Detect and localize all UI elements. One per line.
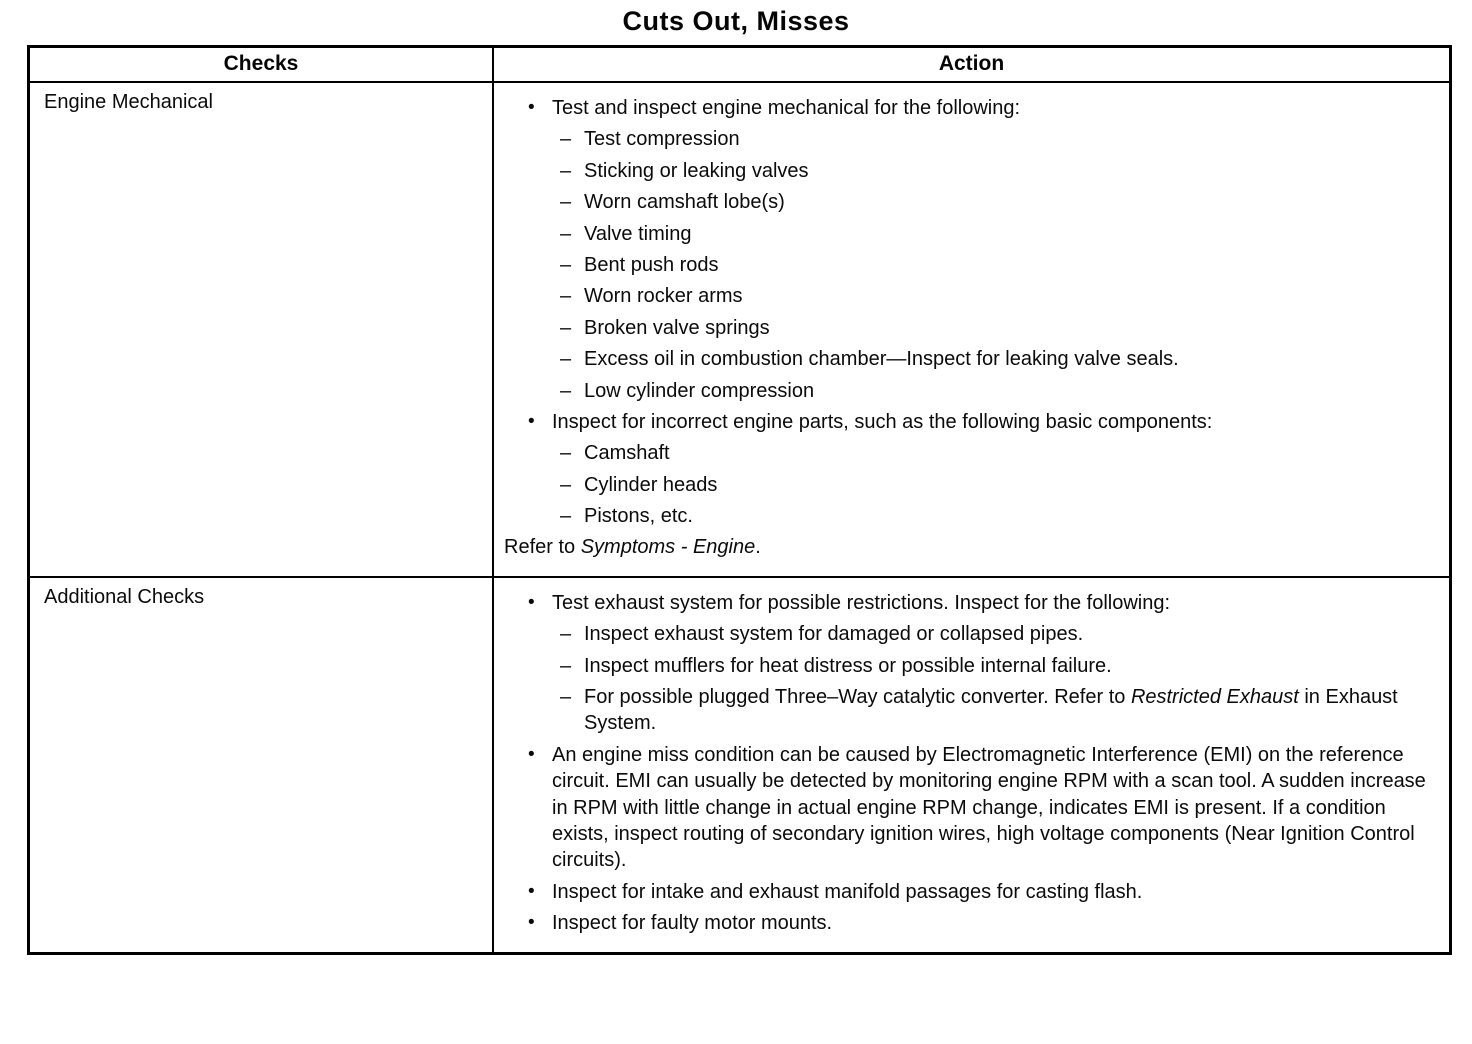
item-text: Inspect for incorrect engine parts, such as the following basic components:: [552, 410, 1213, 433]
dash-item: [504, 378, 1439, 404]
dash-icon: –: [560, 379, 572, 402]
bullet-item: [504, 879, 1439, 905]
item-text: For possible plugged Three–Way catalytic converter. Refer to Restricted Exhaust in Exhaust System.: [584, 686, 1398, 735]
note-line: [504, 534, 1439, 560]
header-action: Action: [493, 47, 1451, 83]
dash-icon: –: [560, 191, 572, 214]
item-text: Bent push rods: [584, 253, 719, 276]
diagnostic-table: [27, 45, 1452, 955]
dash-item: [504, 503, 1439, 529]
item-text: Test and inspect engine mechanical for the following:: [552, 97, 1021, 119]
dash-icon: –: [560, 316, 572, 339]
dash-item: [504, 221, 1439, 247]
item-text: Worn rocker arms: [584, 285, 743, 308]
check-label: Additional Checks: [44, 585, 205, 608]
dash-icon: –: [560, 222, 572, 245]
table-row: [29, 577, 1451, 953]
dash-icon: –: [560, 505, 572, 528]
bullet-item: [504, 742, 1439, 874]
bullet-icon: •: [528, 410, 535, 432]
header-checks: Checks: [29, 47, 494, 83]
item-text: Sticking or leaking valves: [584, 159, 809, 182]
header-row: [29, 47, 1451, 83]
bullet-item: [504, 590, 1439, 616]
action-cell: [493, 82, 1451, 577]
bullet-item: [504, 95, 1439, 121]
dash-icon: –: [560, 253, 572, 276]
table-row: [29, 82, 1451, 577]
item-text: Inspect for intake and exhaust manifold passages for casting flash.: [552, 880, 1143, 903]
dash-item: [504, 684, 1439, 737]
item-text: Excess oil in combustion chamber—Inspect for leaking valve seals.: [584, 348, 1179, 371]
dash-item: [504, 653, 1439, 679]
item-text: Broken valve springs: [584, 316, 770, 339]
dash-item: [504, 346, 1439, 372]
dash-icon: –: [560, 128, 572, 151]
dash-icon: –: [560, 442, 572, 465]
item-text: Test exhaust system for possible restrictions. Inspect for the following:: [552, 591, 1171, 614]
item-text: Test compression: [584, 128, 740, 151]
item-text: Inspect for faulty motor mounts.: [552, 912, 833, 935]
dash-item: [504, 158, 1439, 184]
check-cell: [29, 577, 494, 953]
dash-icon: –: [560, 285, 572, 308]
page-title: Cuts Out, Misses: [622, 6, 850, 36]
dash-icon: –: [560, 348, 572, 371]
table-body: [29, 82, 1451, 953]
dash-icon: –: [560, 654, 572, 677]
dash-item: [504, 252, 1439, 278]
check-label: Engine Mechanical: [44, 91, 213, 113]
bullet-item: [504, 910, 1439, 936]
item-text: Worn camshaft lobe(s): [584, 191, 785, 214]
dash-icon: –: [560, 686, 572, 709]
dash-item: [504, 283, 1439, 309]
table-header: [29, 47, 1451, 83]
bullet-item: [504, 409, 1439, 435]
bullet-icon: •: [528, 97, 535, 118]
dash-item: [504, 189, 1439, 215]
item-text: An engine miss condition can be caused by Electromagnetic Interference (EMI) on the reference circuit. EMI can usually be detected by monitoring engine RPM with a scan tool. A sudden increase in RPM with little change in actual engine RPM change, indicates EMI is present. If a condition exists, inspect routing of secondary ignition wires, high voltage components (Near Ignition Control circuits).: [552, 743, 1426, 872]
item-text: Valve timing: [584, 222, 692, 245]
item-text: Pistons, etc.: [584, 505, 693, 528]
dash-item: [504, 621, 1439, 647]
dash-icon: –: [560, 473, 572, 496]
item-text: Low cylinder compression: [584, 379, 815, 402]
item-text: Inspect exhaust system for damaged or collapsed pipes.: [584, 623, 1084, 646]
dash-item: [504, 472, 1439, 498]
action-cell: [493, 577, 1451, 953]
item-text: Refer to Symptoms - Engine.: [504, 536, 761, 559]
dash-item: [504, 440, 1439, 466]
dash-item: [504, 315, 1439, 341]
dash-item: [504, 126, 1439, 152]
dash-icon: –: [560, 159, 572, 182]
item-text: Cylinder heads: [584, 473, 718, 496]
item-text: Camshaft: [584, 442, 670, 465]
bullet-icon: •: [528, 912, 535, 934]
bullet-icon: •: [528, 743, 535, 765]
bullet-icon: •: [528, 880, 535, 902]
check-cell: [29, 82, 494, 577]
bullet-icon: •: [528, 591, 535, 613]
item-text: Inspect mufflers for heat distress or possible internal failure.: [584, 654, 1112, 677]
dash-icon: –: [560, 623, 572, 646]
